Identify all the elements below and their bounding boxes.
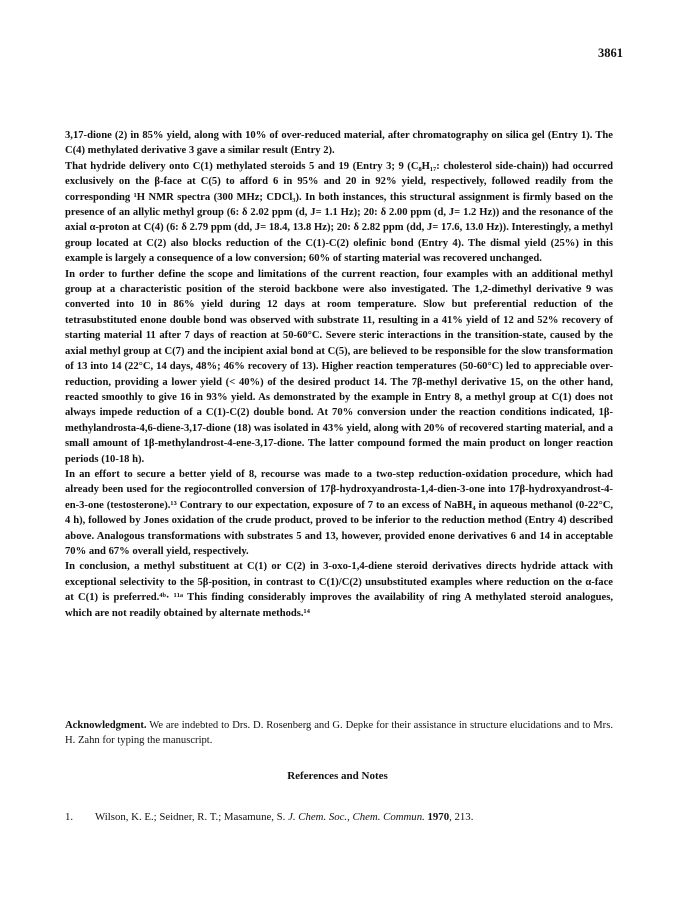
- reference-year: 1970: [424, 811, 450, 823]
- reference-item: [65, 810, 613, 825]
- paragraph-1: 3,17-dione (2) in 85% yield, along with 10% of over-reduced material, after chromatography on silica gel (Entry 1). The C(4) methylated derivative 3 gave a similar result (Entry 2).: [65, 130, 613, 157]
- acknowledgment-label: Acknowledgment.: [65, 720, 147, 731]
- body-text: [65, 128, 613, 621]
- page-number: 3861: [598, 46, 623, 60]
- reference-authors: Wilson, K. E.; Seidner, R. T.; Masamune, S.: [95, 811, 289, 823]
- paragraph-2: That hydride delivery onto C(1) methylated steroids 5 and 19 (Entry 3; 9 (C₈H₁₇: cholesterol side-chain)) had occurred exclusively on the β-face at C(5) to afford 6 in 95% and 20 in 92% yield, respectively, followed readily from the corresponding ¹H NMR spectra (300 MHz; CDCl₃). In both instances, this structural assignment is firmly based on the presence of an allylic methyl group (6: δ 2.02 ppm (d, J= 1.1 Hz); 20: δ 2.00 ppm (d, J= 1.2 Hz)) and the resonance of the axial α-proton at C(4) (6: δ 2.79 ppm (dd, J= 18.4, 13.8 Hz); 20: δ 2.82 ppm (dd, J= 17.6, 13.0 Hz)). Interestingly, a methyl group located at C(2) also blocks reduction of the C(1)-C(2) olefinic bond (Entry 4). The dismal yield (25%) in this example is largely a consequence of a low conversion; 60% of starting material was recovered unchanged.: [65, 160, 613, 265]
- reference-pages: , 213.: [449, 811, 474, 823]
- reference-number: 1.: [65, 811, 74, 823]
- acknowledgment-text: We are indebted to Drs. D. Rosenberg and G. Depke for their assistance in structure elucidations and to Mrs. H. Zahn for typing the manuscript.: [65, 720, 613, 747]
- paragraph-5: In conclusion, a methyl substituent at C(1) or C(2) in 3-oxo-1,4-diene steroid derivatives directs hydride attack with exceptional selectivity to the 5β-position, in contrast to C(1)/C(2) unsubstituted examples where reduction on the α-face at C(1) is preferred.⁴ᵇ· ¹¹ᵃ This finding considerably improves the availability of ring A methylated steroid analogues, which are not readily obtained by alternate methods.¹⁴: [65, 561, 613, 619]
- references-title: References and Notes: [287, 770, 388, 782]
- acknowledgment: [65, 718, 613, 749]
- reference-journal: J. Chem. Soc., Chem. Commun.: [288, 811, 425, 823]
- paragraph-4: In an effort to secure a better yield of 8, recourse was made to a two-step reduction-oxidation procedure, which had already been used for the regiocontrolled conversion of 17β-hydroxyandrosta-1,4-dien-3-one into 17β-hydroxyandrost-4-en-3-one (testosterone).¹³ Contrary to our expectation, exposure of 7 to an excess of NaBH₄ in aqueous methanol (0-22°C, 4 h), followed by Jones oxidation of the crude product, proved to be inferior to the reduction method (Entry 4) described above. Analogous transformations with substrates 5 and 13, however, provided enone derivatives 6 and 14 in acceptable 70% and 67% overall yield, respectively.: [65, 468, 613, 557]
- paragraph-3: In order to further define the scope and limitations of the current reaction, four examples with an additional methyl group at a characteristic position of the steroid backbone were also investigated. The 1,2-dimethyl derivative 9 was converted into 10 in 86% yield during 12 days at room temperature. Slow but preferential reduction of the tetrasubstituted enone double bond was observed with substrate 11, resulting in a 41% yield of 12 and 52% recovery of starting material 11 after 7 days of reaction at 50-60°C. Severe steric interactions in the transition-state, caused by the axial methyl group at C(7) and the incipient axial bond at C(5), are believed to be responsible for the slow transformation of 13 into 14 (22°C, 14 days, 48%; 46% recovery of 13). Higher reaction temperatures (50-60°C) led to appreciable over-reduction, providing a lower yield (< 40%) of the desired product 14. The 7β-methyl derivative 15, on the other hand, reacted smoothly to give 16 in 93% yield. As demonstrated by the example in Entry 8, a methyl group at C(1) does not always impede reduction of a C(1)-C(2) double bond. At 70% conversion under the reaction conditions indicated, 1β-methylandrosta-4,6-diene-3,17-dione (18) was isolated in 43% yield, along with 20% of recovered starting material, and a small amount of 1β-methylandrost-4-ene-3,17-dione. The latter compound formed the main product on longer reaction periods (10-18 h).: [65, 268, 613, 465]
